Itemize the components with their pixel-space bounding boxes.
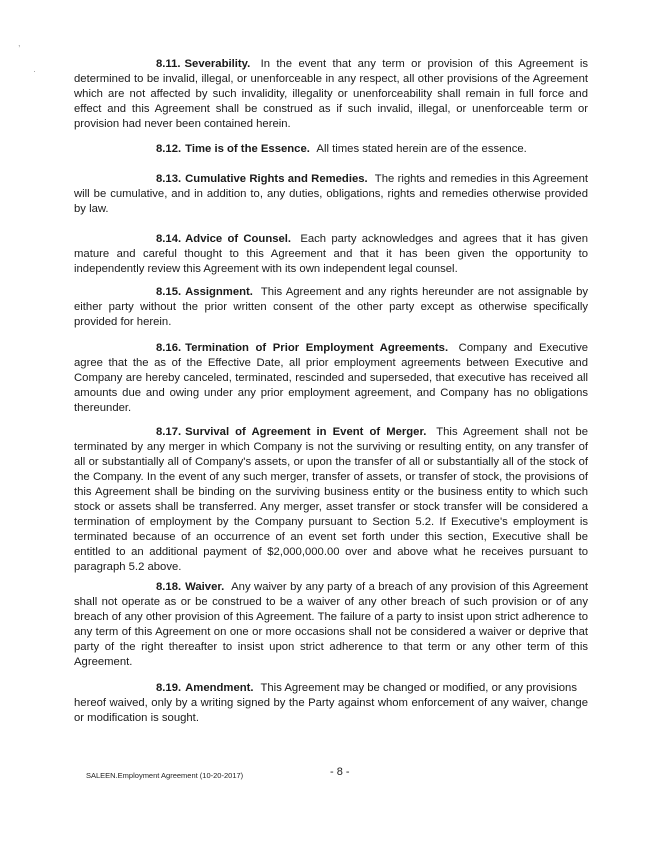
section-number: 8.11. [156,58,181,70]
section-number: 8.16. [156,342,182,354]
section-number: 8.12. [156,143,182,155]
section-text: This Agreement shall not be terminated by any merger in which Company is not the surviving or resulting entity, on any transfer of all or substantially all of Company's assets, or upon the transfer of all or substantially all of the stock of the Company. In the event of any such merger, transfer of assets, or transfer of stock, the provisions of this Agreement shall be binding on the surviving business entity or the business entity to which such stock or assets shall be transferred. Any merger, asset transfer or stock transfer will be considered a termination of employment by the Company pursuant to Section 5.2. If Executive's employment is terminated because of an occurrence of an event set forth under this section, Executive shall be entitled to an additional payment of $2,000,000.00 over and above what he receives pursuant to paragraph 5.2 above. [74,426,588,573]
section-number: 8.13. [156,173,182,185]
section-text: This Agreement may be changed or modified, or any provisions [260,682,577,694]
section-text: All times stated herein are of the essence. [316,143,527,155]
section-heading: Advice of Counsel. [185,233,292,245]
section-text: The rights and remedies in this Agreement will be cumulative, and in addition to, any duties, obligations, rights and remedies otherwise provided by law. [74,173,589,215]
section-number: 8.15. [156,286,182,298]
scan-mark: , [18,38,21,48]
section-heading: Survival of Agreement in Event of Merger. [185,426,427,438]
section-number: 8.14. [156,233,182,245]
section-number: 8.18. [156,581,182,593]
section-text-continued: hereof waived, only by a writing signed by the Party against whom enforcement of any waiver, change or modification is sought. [74,697,588,724]
section-heading: Cumulative Rights and Remedies. [185,173,368,185]
section-text: Company and Executive agree that the as of the Effective Date, all prior employment agreements between Executive and Company are hereby canceled, terminated, rescinded and superseded, that executive has received all amounts due and owing under any prior employment agreement, and Company has no obligations thereunder. [74,342,588,414]
section-8-19 [74,681,588,726]
section-8-13 [74,172,588,217]
section-8-12 [74,142,588,157]
section-8-18 [74,580,588,670]
page-number: - 8 - [330,766,350,778]
section-heading: Assignment. [185,286,253,298]
section-heading: Amendment. [185,682,254,694]
section-number: 8.19. [156,682,182,694]
section-text: Any waiver by any party of a breach of any provision of this Agreement shall not operate as or be construed to be a waiver of any other breach of such provision or of any breach of any other provision of this Agreement. The failure of a party to insist upon strict adherence to any term of this Agreement on one or more occasions shall not be considered a waiver or deprive that party of the right thereafter to insist upon strict adherence to that term or any other term of this Agreement. [74,581,589,668]
section-text: Each party acknowledges and agrees that it has given mature and careful thought to this Agreement and that it has been given the opportunity to independently review this Agreement with its own independent legal counsel. [74,233,588,275]
section-8-14 [74,232,588,277]
section-8-17 [74,425,588,575]
section-heading: Time is of the Essence. [185,143,310,155]
section-8-15 [74,285,588,330]
section-text: This Agreement and any rights hereunder are not assignable by either party without the prior written consent of the other party except as otherwise specifically provided for herein. [74,286,588,328]
section-heading: Waiver. [185,581,225,593]
section-text: In the event that any term or provision of this Agreement is determined to be invalid, illegal, or unenforceable in any respect, all other provisions of the Agreement which are not affected by such invalidity, illegality or unenforceability shall remain in full force and effect and this Agreement shall be construed as if such invalid, illegal, or unenforceable term or provision had never been contained herein. [74,58,588,130]
section-8-16 [74,341,588,416]
section-heading: Termination of Prior Employment Agreements. [185,342,449,354]
footer-document-id: SALEEN.Employment Agreement (10-20-2017) [86,771,244,780]
section-8-11 [74,57,588,132]
scan-mark: · [33,66,36,76]
section-heading: Severability. [184,58,251,70]
section-number: 8.17. [156,426,182,438]
